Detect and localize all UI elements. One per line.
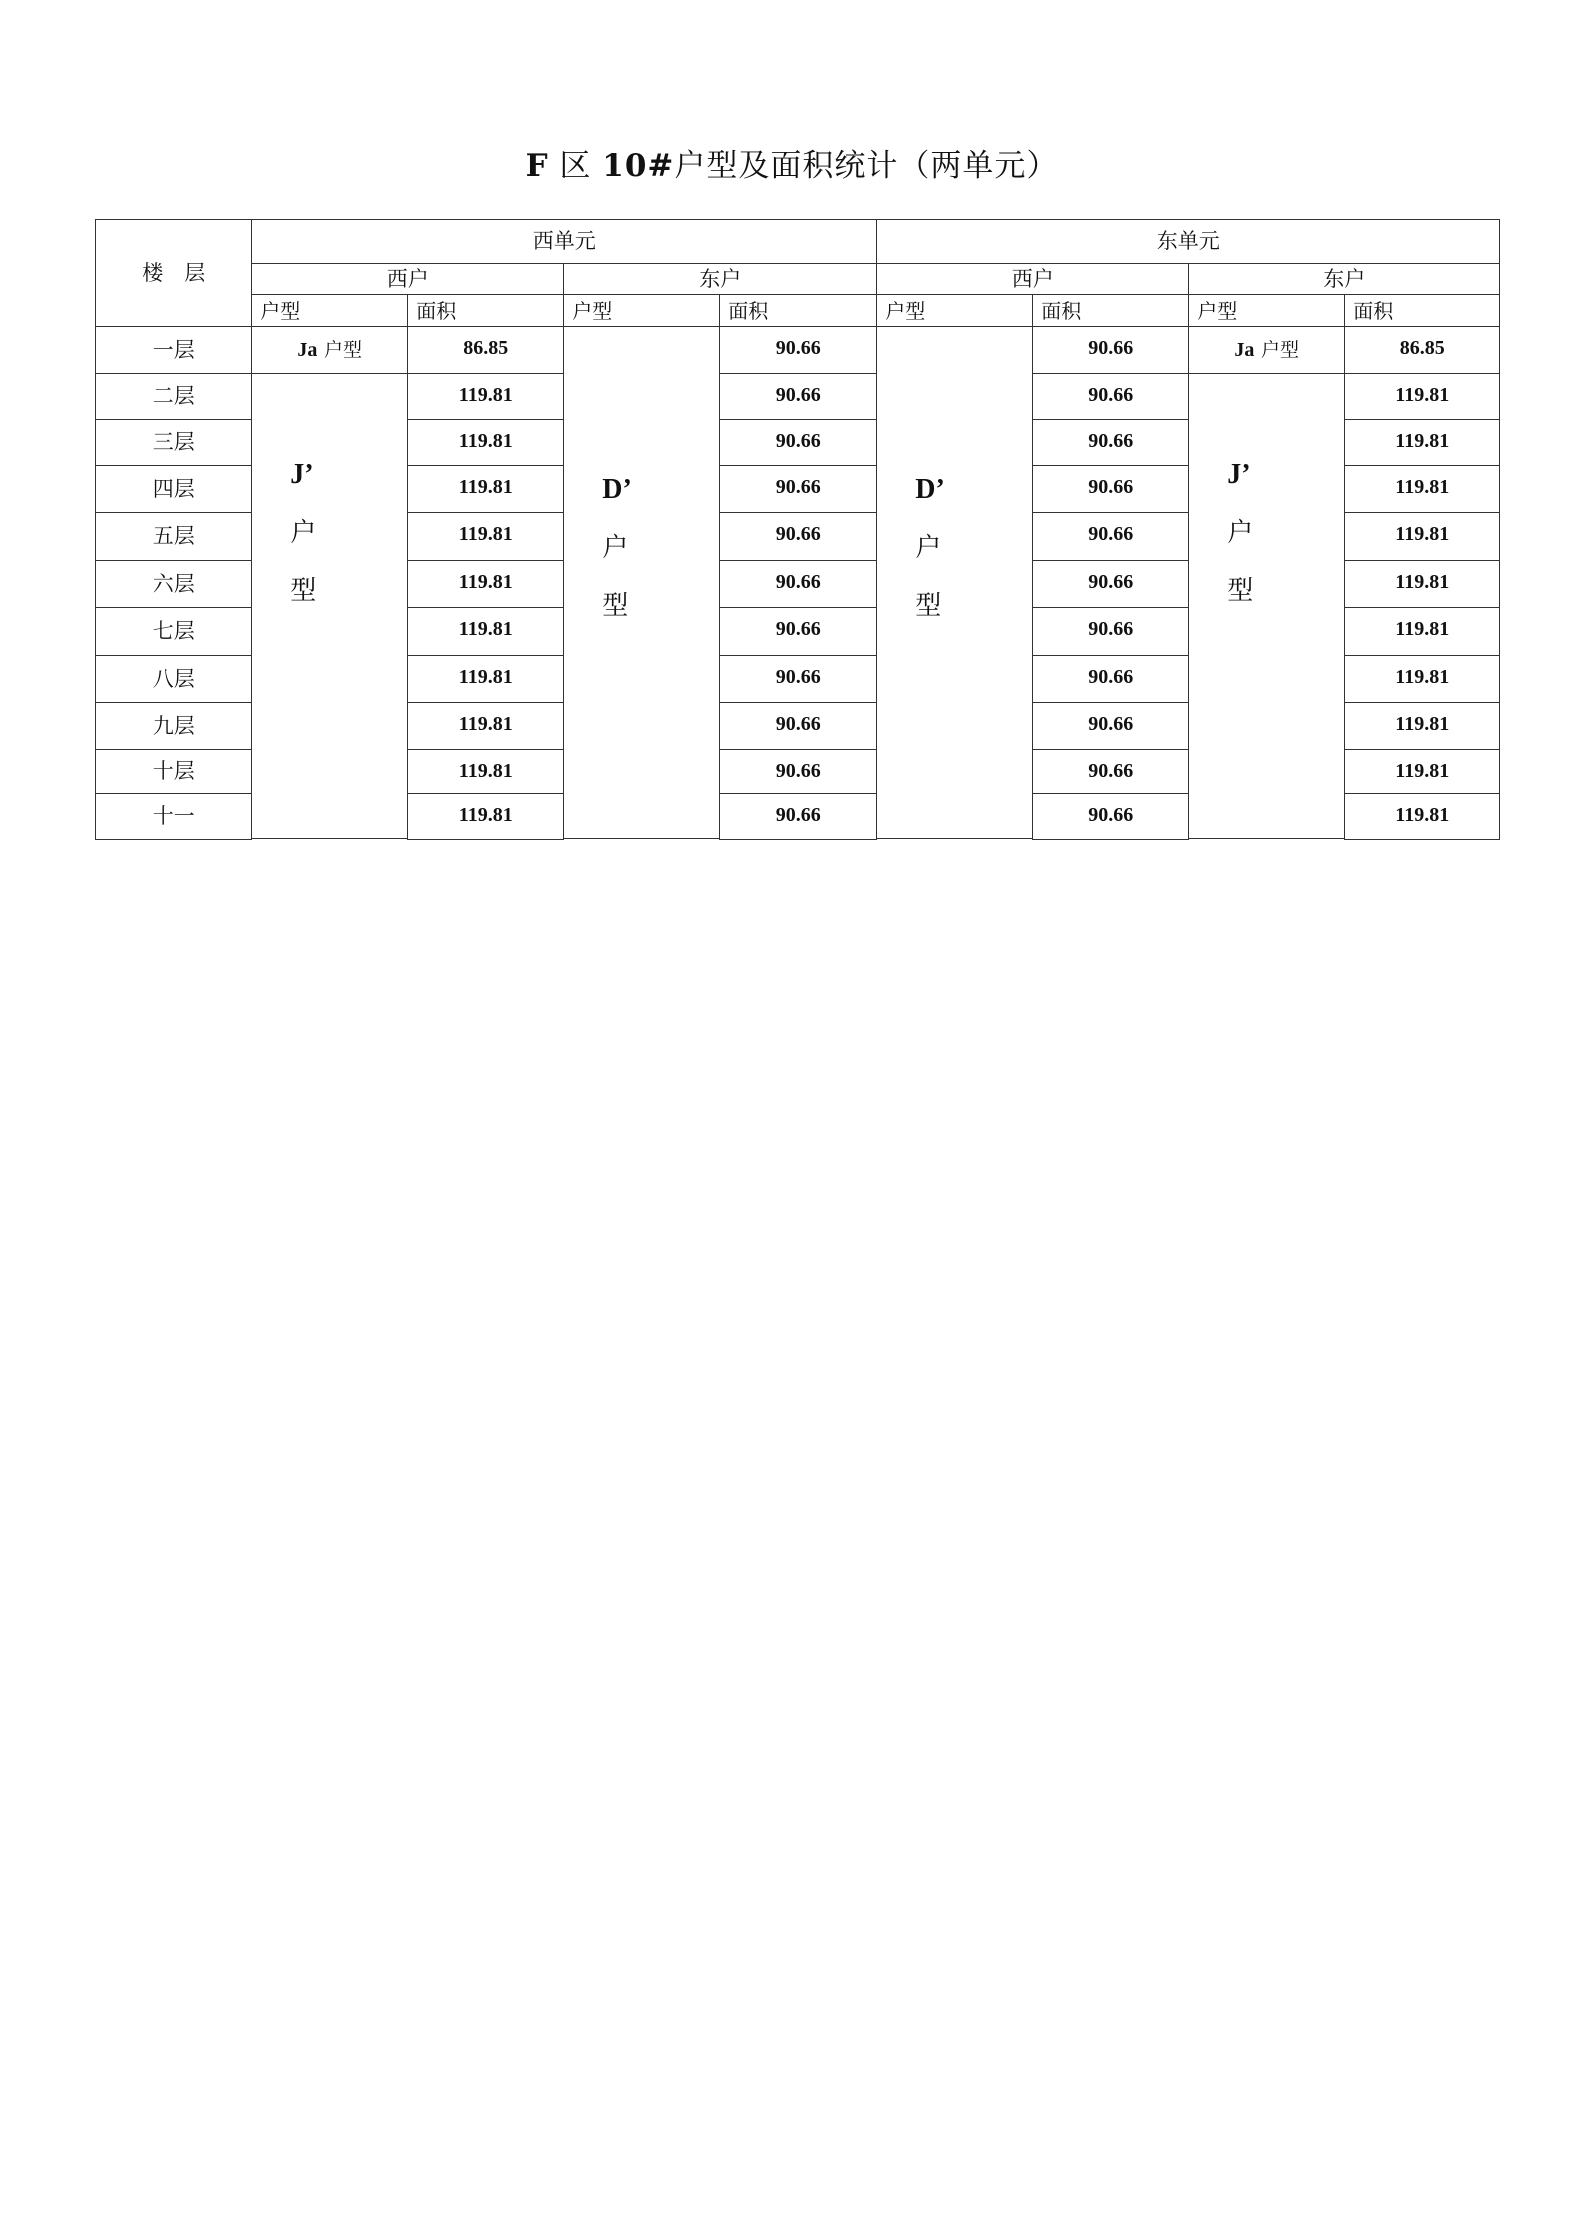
header-east-unit-west-household: 西户 [876,263,1189,295]
area-east-unit-east: 119.81 [1344,702,1500,750]
area-east-unit-west: 90.66 [1032,373,1189,420]
area-west-unit-west: 119.81 [407,465,564,513]
type-cell-j-east [1188,373,1345,839]
area-east-unit-east: 119.81 [1344,749,1500,794]
type-suffix: 户型 [1261,338,1300,361]
area-east-unit-east: 119.81 [1344,465,1500,513]
area-east-unit-east: 119.81 [1344,419,1500,466]
area-west-unit-west: 86.85 [407,326,564,374]
type-cell-ja-east [1188,326,1345,374]
floor-label: 七层 [95,607,252,656]
area-east-unit-east: 119.81 [1344,793,1500,840]
title-code: 10# [602,148,675,184]
type-cell-ja-west [251,326,408,374]
type-code: D’ [602,474,632,506]
type-code: J’ [290,459,314,491]
area-east-unit-east: 119.81 [1344,373,1500,420]
header-area: 面积 [1032,294,1189,327]
area-west-unit-west: 119.81 [407,419,564,466]
type-char-hu: 户 [915,533,942,564]
type-code: J’ [1227,459,1251,491]
header-east-unit-east-household: 东户 [1188,263,1500,295]
floor-label: 三层 [95,419,252,466]
area-west-unit-west: 119.81 [407,373,564,420]
header-area: 面积 [1344,294,1500,327]
header-type: 户型 [251,294,408,327]
floor-label: 二层 [95,373,252,420]
header-east-unit: 东单元 [876,219,1500,264]
floor-label: 四层 [95,465,252,513]
area-west-unit-west: 119.81 [407,702,564,750]
area-west-unit-east: 90.66 [719,465,877,513]
area-east-unit-east: 119.81 [1344,655,1500,703]
type-char-hu: 户 [1227,518,1254,549]
area-east-unit-west: 90.66 [1032,560,1189,608]
title-prefix: F [525,148,549,184]
header-type: 户型 [876,294,1033,327]
header-west-unit-west-household: 西户 [251,263,564,295]
area-east-unit-west: 90.66 [1032,793,1189,840]
area-east-unit-west: 90.66 [1032,419,1189,466]
area-west-unit-east: 90.66 [719,793,877,840]
header-floor: 楼 层 [95,219,252,327]
area-west-unit-west: 119.81 [407,512,564,561]
type-char-xing: 型 [1227,576,1254,607]
area-east-unit-east: 119.81 [1344,512,1500,561]
type-cell-j-west [251,373,408,839]
header-area: 面积 [719,294,877,327]
type-code: Ja [1234,339,1255,362]
page-title [0,140,1584,185]
area-east-unit-west: 90.66 [1032,702,1189,750]
floor-label: 一层 [95,326,252,374]
header-west-unit: 西单元 [251,219,877,264]
floor-label: 六层 [95,560,252,608]
type-char-hu: 户 [602,533,629,564]
area-west-unit-east: 90.66 [719,326,877,374]
area-statistics-table [96,220,1500,840]
area-west-unit-east: 90.66 [719,512,877,561]
type-code: D’ [915,474,945,506]
title-middle: 区 [559,148,592,184]
area-east-unit-east: 86.85 [1344,326,1500,374]
area-east-unit-east: 119.81 [1344,607,1500,656]
area-west-unit-east: 90.66 [719,373,877,420]
area-west-unit-west: 119.81 [407,749,564,794]
area-west-unit-west: 119.81 [407,560,564,608]
floor-label: 十层 [95,749,252,794]
floor-label: 十一 [95,793,252,840]
area-west-unit-east: 90.66 [719,749,877,794]
area-west-unit-west: 119.81 [407,655,564,703]
floor-label: 九层 [95,702,252,750]
type-char-hu: 户 [290,518,317,549]
type-char-xing: 型 [915,591,942,622]
header-type: 户型 [563,294,720,327]
type-cell-d-east-unit [876,326,1033,839]
area-east-unit-west: 90.66 [1032,326,1189,374]
area-west-unit-east: 90.66 [719,655,877,703]
header-west-unit-east-household: 东户 [563,263,877,295]
area-west-unit-east: 90.66 [719,419,877,466]
header-type: 户型 [1188,294,1345,327]
type-suffix: 户型 [324,338,363,361]
area-west-unit-west: 119.81 [407,793,564,840]
type-char-xing: 型 [602,591,629,622]
area-east-unit-west: 90.66 [1032,512,1189,561]
area-east-unit-west: 90.66 [1032,749,1189,794]
area-east-unit-east: 119.81 [1344,560,1500,608]
area-west-unit-east: 90.66 [719,560,877,608]
area-west-unit-west: 119.81 [407,607,564,656]
area-west-unit-east: 90.66 [719,607,877,656]
type-char-xing: 型 [290,576,317,607]
area-east-unit-west: 90.66 [1032,607,1189,656]
title-suffix: 户型及面积统计（两单元） [674,148,1059,184]
header-area: 面积 [407,294,564,327]
floor-label: 五层 [95,512,252,561]
area-west-unit-east: 90.66 [719,702,877,750]
area-east-unit-west: 90.66 [1032,465,1189,513]
type-code: Ja [297,339,318,362]
area-east-unit-west: 90.66 [1032,655,1189,703]
floor-label: 八层 [95,655,252,703]
type-cell-d-west-unit [563,326,720,839]
